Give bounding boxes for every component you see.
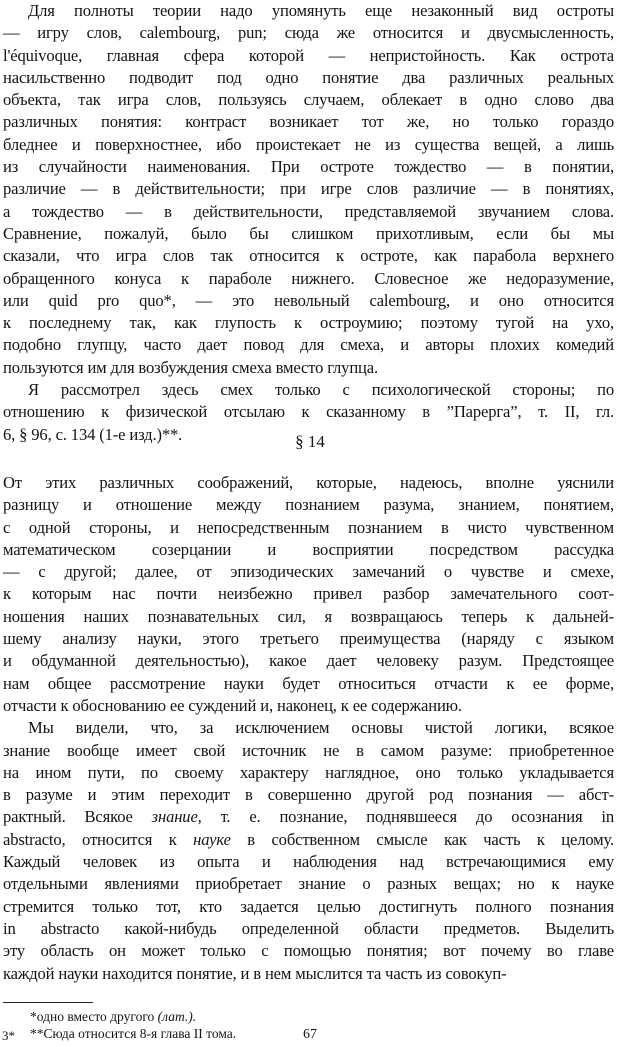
text-line: с одной стороны, и непосредственным познанием в чисто чувственном bbox=[3, 517, 614, 537]
paragraph-science-intro bbox=[3, 472, 614, 717]
text-line: сказали, что игра слов так относится к остроте, как парабола верхнего bbox=[3, 246, 614, 266]
paragraph-knowledge-source bbox=[3, 717, 614, 985]
text-line: обращенного конуса к параболе нижнего. Словесное же недоразумение, bbox=[3, 268, 614, 288]
text-segment: в разуме и этим переходит в совершенно другой род познания — абст- bbox=[3, 785, 614, 805]
text-line bbox=[3, 740, 614, 762]
text-line bbox=[3, 896, 614, 918]
text-line: различие — в действительности; при игре слов различие — в понятиях, bbox=[3, 179, 614, 199]
text-line: или quid pro quo*, — это невольный calembourg, и оно относится bbox=[3, 290, 614, 310]
text-line: к которым нас почти неизбежно привел разбор замечательного соот- bbox=[3, 584, 614, 604]
text-line: шему анализу науки, этого третьего преимущества (наряду с языком bbox=[3, 629, 614, 649]
text-line: подобно глупцу, часто дает повод для смеха, и авторы плохих комедий bbox=[3, 335, 614, 355]
text-line bbox=[3, 963, 614, 985]
text-segment: эту область он может только с помощью понятия; вот почему во главе bbox=[3, 941, 614, 961]
text-segment: в собственном смысле как часть к целому. bbox=[230, 829, 614, 849]
text-line: математическом созерцании и восприятии посредством рассудка bbox=[3, 539, 614, 559]
text-line: разницу и отношение между познанием разума, знанием, понятием, bbox=[3, 495, 614, 515]
text-line: — игру слов, calembourg, pun; сюда же относится и двусмысленность, bbox=[3, 23, 614, 43]
text-segment: на ином пути, по своему характеру наглядное, оно только укладывается bbox=[3, 762, 614, 782]
text-segment: Каждый человек из опыта и наблюдения над встречающимися ему bbox=[3, 852, 614, 872]
text-line: бледнее и поверхностнее, ибо проистекает не из существа вещей, а лишь bbox=[3, 134, 614, 154]
text-line: а тождество — в действительности, представляемой звучанием слова. bbox=[3, 201, 614, 221]
footnote-rule bbox=[3, 1002, 93, 1003]
text-line bbox=[3, 784, 614, 806]
text-line: От этих различных соображений, которые, надеюсь, вполне уяснили bbox=[3, 473, 614, 492]
paragraph-laughter-wordplay bbox=[3, 0, 614, 379]
section-heading: § 14 bbox=[295, 432, 325, 451]
text-line bbox=[3, 762, 614, 784]
text-line: из случайности наименования. При остроте тождество — в понятии, bbox=[3, 157, 614, 177]
text-line: отношению к физической отсылаю к сказанному в ”Парерга”, т. II, гл. bbox=[3, 402, 614, 422]
text-segment: знание вообще имеет свой источник не в самом разуме: приобретенное bbox=[3, 740, 614, 760]
text-line bbox=[3, 717, 614, 739]
text-line: Для полноты теории надо упомянуть еще незаконный вид остроты bbox=[28, 1, 614, 20]
emphasis: науке bbox=[193, 829, 231, 849]
text-line: отчасти к обоснованию ее суждений и, наконец, к ее содержанию. bbox=[3, 695, 462, 715]
emphasis: знание, bbox=[151, 807, 202, 827]
text-line bbox=[3, 873, 614, 895]
text-line: Я рассмотрел здесь смех только с психологической стороны; по bbox=[28, 380, 614, 400]
text-line bbox=[3, 806, 614, 828]
page-number: 67 bbox=[303, 1027, 317, 1042]
text-line: различных понятия: контраст возникает тот же, но только гораздо bbox=[3, 112, 614, 132]
text-line: ношения наших познавательных сил, я возвращаюсь теперь к дальней- bbox=[3, 606, 614, 626]
footnote-text: **Сюда относится 8-я глава II тома. bbox=[30, 1026, 237, 1041]
text-column-lower bbox=[3, 472, 614, 985]
text-line: 6, § 96, с. 134 (1-е изд.)**. bbox=[3, 424, 183, 444]
text-segment: каждой науки находится понятие, и в нем мыслится та часть из совокуп- bbox=[3, 963, 507, 983]
text-line: к последнему так, как глупость к остроумию; поэтому тугой на ухо, bbox=[3, 313, 614, 333]
text-line: насильственно подводит под одно понятие два различных реальных bbox=[3, 67, 614, 87]
text-segment: т. е. познание, поднявшееся до осознания in bbox=[201, 807, 614, 827]
text-line: и обдуманной деятельностью), какое дает человеку разум. Предстоящее bbox=[3, 651, 614, 671]
signature-mark: 3* bbox=[2, 1028, 15, 1043]
text-line: пользуются им для возбуждения смеха вместо глупца. bbox=[3, 357, 378, 377]
text-segment: Мы видели, что, за исключением основы чистой логики, всякое bbox=[28, 718, 614, 738]
text-line: — с другой; далее, от эпизодических замечаний о чувстве и смехе, bbox=[3, 562, 614, 582]
text-line bbox=[3, 940, 614, 962]
text-segment: стремится только тот, кто задается целью достигнуть полного познания bbox=[3, 896, 614, 916]
text-line: нам общее рассмотрение науки будет относиться отчасти к ее форме, bbox=[3, 673, 614, 693]
text-line bbox=[3, 851, 614, 873]
footnote-emphasis: (лат.). bbox=[157, 1009, 197, 1024]
text-segment: рактный. Всякое bbox=[3, 807, 152, 827]
text-segment: abstracto, относится к bbox=[3, 829, 194, 849]
text-line: объекта, так игра слов, пользуясь случаем, облекает в одно слово два bbox=[3, 90, 614, 110]
footnote bbox=[30, 1008, 236, 1025]
text-line: l'équivoque, главная сфера которой — непристойность. Как острота bbox=[3, 45, 614, 65]
text-line bbox=[3, 918, 614, 940]
text-line: Сравнение, пожалуй, было бы слишком прихотливым, если бы мы bbox=[3, 223, 614, 243]
footnote-text: *одно вместо другого bbox=[30, 1009, 158, 1024]
text-segment: in abstracto какой-нибудь определенной области предметов. Выделить bbox=[3, 918, 614, 938]
text-line bbox=[3, 829, 614, 851]
text-column bbox=[3, 0, 614, 446]
text-segment: отдельными явлениями приобретает знание о разных вещах; но к науке bbox=[3, 874, 614, 894]
